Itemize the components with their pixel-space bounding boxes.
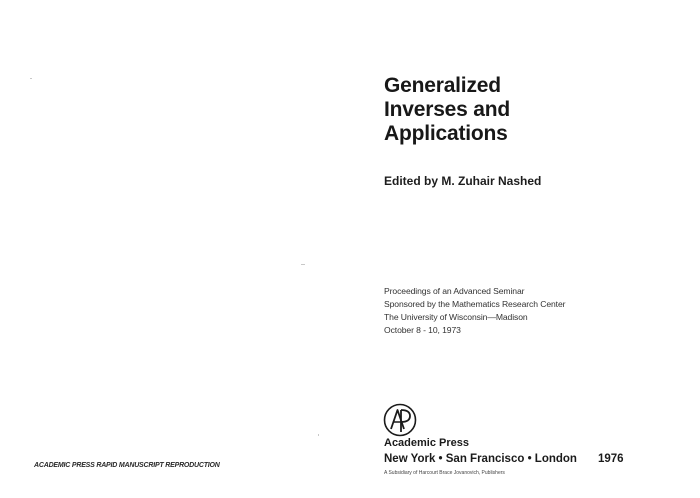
title-line-2: Inverses and — [384, 98, 510, 121]
proceedings-note — [384, 285, 565, 337]
publication-year: 1976 — [598, 453, 624, 465]
editor-credit: Edited by M. Zuhair Nashed — [384, 174, 542, 188]
book-title — [384, 74, 644, 146]
publisher-name: Academic Press — [384, 437, 469, 449]
proceedings-line-1: Proceedings of an Advanced Seminar — [384, 286, 525, 296]
proceedings-line-3: The University of Wisconsin—Madison — [384, 312, 528, 322]
publisher-cities: New York • San Francisco • London — [384, 453, 577, 465]
proceedings-line-4: October 8 - 10, 1973 — [384, 325, 461, 335]
scan-speck — [318, 434, 319, 436]
publisher-subsidiary: A Subsidiary of Harcourt Brace Jovanovich, Publishers — [384, 470, 505, 476]
title-line-1: Generalized — [384, 74, 501, 97]
scan-speck — [301, 264, 305, 265]
title-line-3: Applications — [384, 122, 508, 145]
scan-speck — [30, 78, 32, 79]
reproduction-note: ACADEMIC PRESS RAPID MANUSCRIPT REPRODUCTION — [34, 462, 220, 469]
ap-monogram-icon — [382, 402, 418, 438]
proceedings-line-2: Sponsored by the Mathematics Research Center — [384, 299, 566, 309]
